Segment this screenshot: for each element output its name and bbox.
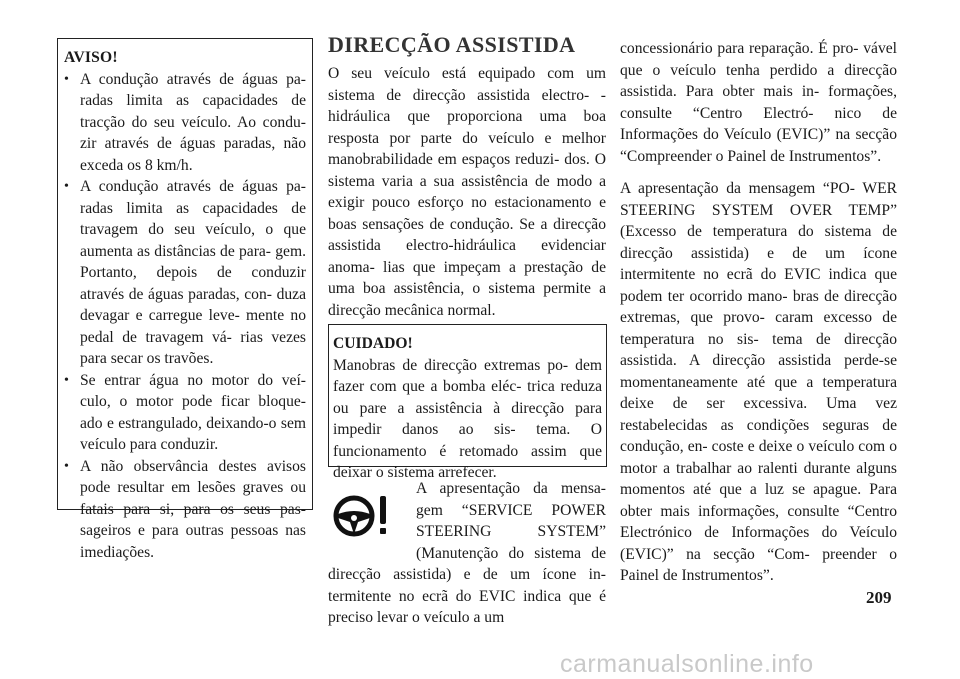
watermark: carmanualsonline.info [560,650,814,678]
warning-box [57,38,313,561]
power-steering-section [328,31,606,321]
section-intro: O seu veículo está equipado com um sistema de direcção assistida electro- -hidráulica que proporciona uma boa resposta por parte do veículo e melhor manobrabilidade em espaços reduzi- dos. O sistema varia a sua assistência de modo a exigir pouco esforço no estacionamento e boas sensações de condução. Se a direcção assistida electro-hidráulica evidenciar anoma- lias que impeçam a prestação de uma boa assistência, o sistema permite a direcção mecânica normal. [328,65,606,319]
warning-item: • A condução através de águas pa- radas limita as capacidades de tracção do seu veículo. Ao condu- zir através de águas paradas, não exceda os 8 km/h. [64,69,306,177]
caution-text: Manobras de direcção extremas po- dem fazer com que a bomba eléc- trica reduza ou pare a assistência à direcção para impedir danos ao sis- tema. O funcionamento é retomado assim que deixar o sistema arrefecer. [333,356,602,481]
warning-item: • A não observância destes avisos pode resultar em lesões graves ou fatais para si, para os seus pas- sageiros e para outras pessoas nas imediações. [64,456,306,564]
right-paragraph-1: concessionário para reparação. É pro- vável que o veículo tenha perdido a direcção assistida. Para obter mais in- formações, consulte “Centro Electró- nico de Informações do Veículo (EVIC)” na secção “Compreender o Painel de Instrumentos”. [620,40,897,165]
section-heading: DIRECÇÃO ASSISTIDA [328,32,576,57]
warning-item: • Se entrar água no motor do veí- culo, o motor pode ficar bloque- ado e estrangulado, deixando-o sem veículo para conduzir. [64,370,306,456]
steering-wheel-warning-icon [328,478,408,564]
caution-box [328,324,607,481]
service-message-block [328,478,606,629]
right-paragraph-2: A apresentação da mensagem “PO- WER STEERING SYSTEM OVER TEMP” (Excesso de temperatura do sistema de direcção assistida) e de um ícone intermitente no ecrã do EVIC indica que podem ter ocorrido mano- bras de direcção extremas, que provo- caram excesso de temperatura no sis- tema de direcção assistida. A direcção assistida perde-se momentaneamente até que a temperatura deixe de ser excessiva. Uma vez restabelecidas as condições seguras de condução, en- coste e deixe o veículo com o motor a trabalhar ao ralenti durante alguns momentos até que a luz se apague. Para obter mais informações, consulte “Centro Electrónico de Informações do Veículo (EVIC)” na secção “Com- preender o Painel de Instrumentos”. [620,180,897,584]
caution-title: CUIDADO! [333,335,413,352]
right-column [620,38,897,587]
warning-item: • A condução através de águas pa- radas limita as capacidades de travagem do seu veículo, o que aumenta as distâncias de para- gem. Portanto, depois de conduzir através de águas paradas, con- duza devagar e carregue leve- mente no pedal de travagem vá- rias vezes para secar os travões. [64,176,306,370]
warning-list [64,69,306,564]
page-number: 209 [866,588,892,607]
service-message-text: A apresentação da mensa- gem “SERVICE POWER STEERING SYSTEM” (Manutenção do sistema de direcção assistida) e de um ícone in- termitente no ecrã do EVIC indica que é preciso levar o veículo a um [328,480,606,626]
warning-title: AVISO! [64,49,118,66]
